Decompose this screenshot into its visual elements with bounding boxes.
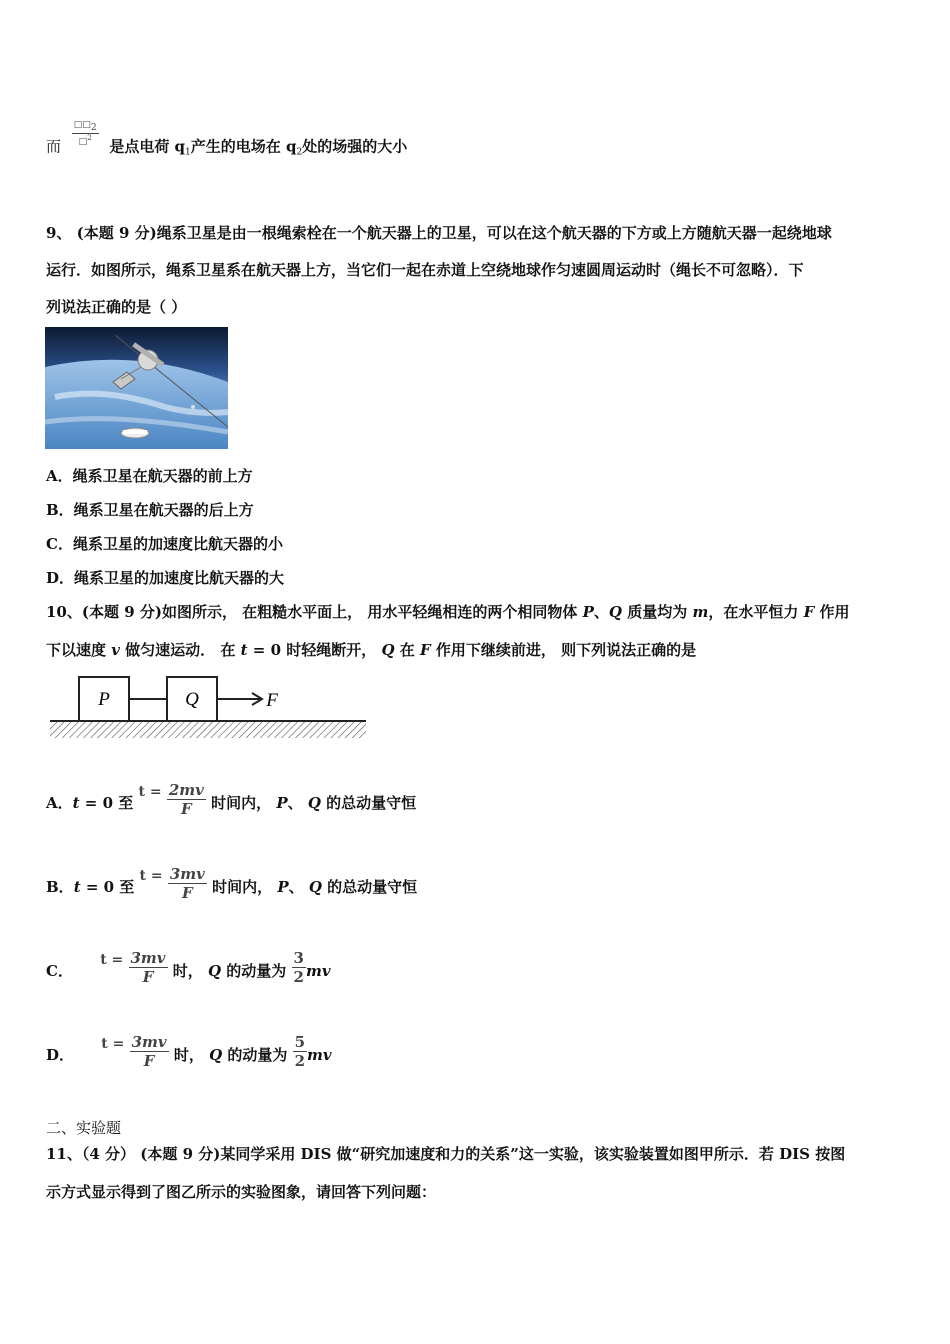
q10-line-1: 10、(本题 9 分)如图所示， 在粗糙水平面上， 用水平轻绳相连的两个相同物体 P、Q 质量均为 m，在水平恒力 F 作用 [46,603,850,621]
q10-line-2: 下以速度 v 做匀速运动． 在 t = 0 时轻绳断开， Q 在 F 作用下继续前进， 则下列说法正确的是 [46,641,697,659]
q10-option-d: D． t = $\frac{3mv}{F}$ 时， Q 的动量为 $\frac{5}{2}$ mv [46,1033,332,1070]
blocks-diagram [50,672,368,742]
fraction-5-2: $\frac{5}{2}$ [294,1033,306,1070]
fraction-3mv-f: $\frac{3mv}{F}$ [130,949,166,986]
q9-option-d: D．绳系卫星的加速度比航天器的大 [46,569,285,587]
fraction-3-2: $\frac{3}{2}$ [293,949,304,986]
fraction-3mv-f: $\frac{3mv}{F}$ [169,865,205,902]
q9-line-2: 运行．如图所示，绳系卫星系在航天器上方，当它们一起在赤道上空绕地球作匀速圆周运动时（绳长不可忽略）．下 [46,261,804,279]
q10-option-a: A．t = 0 至 t = $\frac{2mv}{F}$ 时间内， P、 Q 的总动量守恒 [46,781,417,818]
q9-option-b: B．绳系卫星在航天器的后上方 [46,501,254,519]
label-p: P [98,689,110,710]
section-title: 二、实验题 [46,1119,122,1137]
fraction-2mv-f: $\frac{2mv}{F}$ [168,781,204,818]
label-q: Q [185,689,199,710]
tethered-satellite-image [45,327,228,449]
q10-option-b: B．t = 0 至 t = $\frac{3mv}{F}$ 时间内， P、 Q 的总动量守恒 [46,865,418,902]
q9-option-a: A．绳系卫星在航天器的前上方 [46,467,253,485]
q9-option-c: C．绳系卫星的加速度比航天器的小 [46,535,283,553]
q9-line-3: 列说法正确的是（ ） [46,298,187,316]
q11-line-1: 11、（4 分） (本题 9 分)某同学采用 DIS 做“研究加速度和力的关系”这一实验，该实验装置如图甲所示．若 DIS 按图 [46,1145,846,1163]
field-formula: $\frac{□□2}{□^2}$ [73,120,97,147]
intro-prefix: 而 [46,137,62,156]
q10-option-c: C． t = $\frac{3mv}{F}$ 时， Q 的动量为 $\frac{3}{2}$ mv [46,949,331,986]
intro-line: 而 $\frac{□□2}{□^2}$ 是点电荷 $q_1$产生的电场在 $q_2$处的场强的大小 [46,120,408,158]
ground-hatch [50,722,366,738]
q11-line-2: 示方式显示得到了图乙所示的实验图象，请回答下列问题： [46,1183,437,1201]
label-f: F [266,690,278,711]
intro-text-a: 是点电荷 q [109,137,186,156]
fraction-3mv-f: $\frac{3mv}{F}$ [131,1033,167,1070]
q9-line-1: 9、 (本题 9 分)绳系卫星是由一根绳索栓在一个航天器上的卫星，可以在这个航天器的下方或上方随航天器一起绕地球 [46,224,832,242]
